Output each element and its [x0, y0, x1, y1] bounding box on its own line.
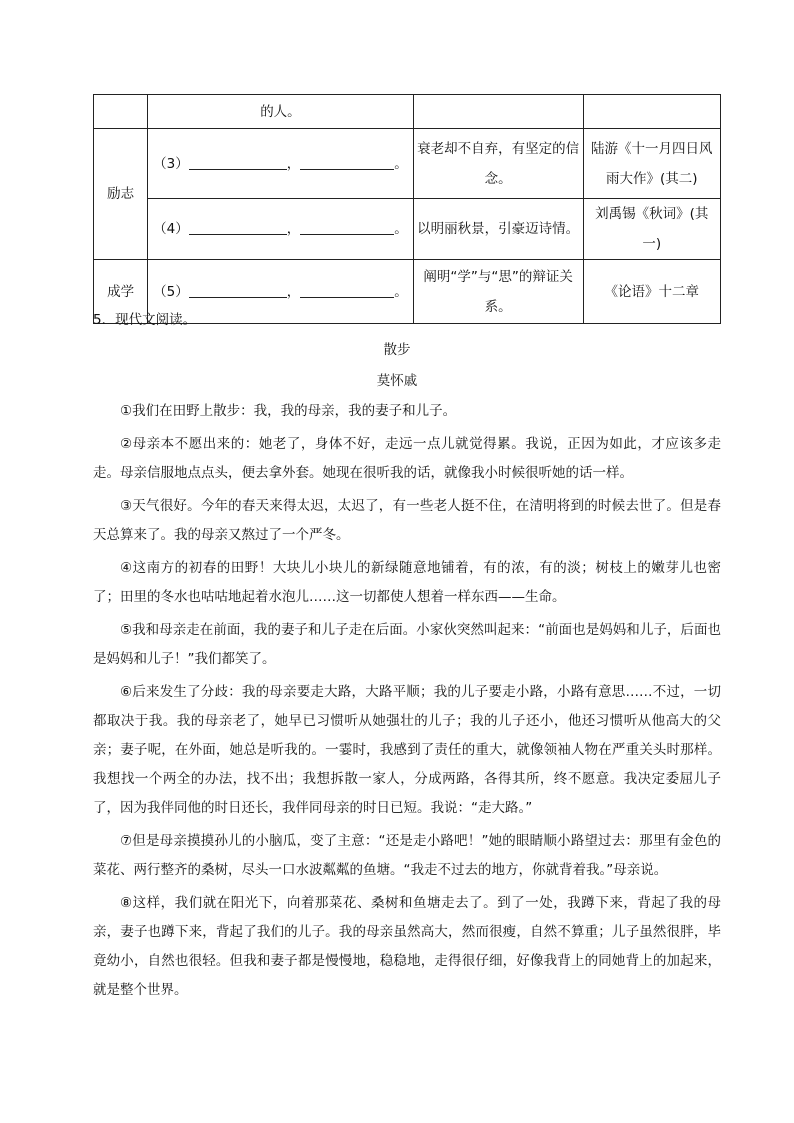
period: 。 — [394, 221, 408, 237]
meaning-cell: 衰老却不自弃，有坚定的信念。 — [413, 129, 583, 199]
table-row — [94, 95, 721, 129]
blank-number: （5） — [153, 283, 189, 300]
meaning-cell — [413, 95, 583, 129]
theme-cell: 励志 — [94, 129, 148, 260]
answer-blank[interactable] — [189, 153, 287, 170]
answer-blank[interactable] — [300, 281, 394, 298]
article-author: 莫怀戚 — [376, 373, 418, 389]
fill-cell: 的人。 — [148, 95, 414, 129]
period: 。 — [394, 155, 408, 172]
paragraph: ⑤我和母亲走在前面，我的妻子和儿子走在后面。小家伙突然叫起来：“前面也是妈妈和儿子，后面也是妈妈和儿子！”我们都笑了。 — [93, 622, 721, 667]
fill-blank-cell — [148, 129, 414, 199]
meaning-cell: 以明丽秋景，引豪迈诗情。 — [413, 199, 583, 260]
blank-number: （3） — [153, 155, 189, 172]
period: 。 — [394, 283, 408, 300]
source-cell: 陆游《十一月四日风雨大作》(其二) — [583, 129, 721, 199]
paragraph: ③天气很好。今年的春天来得太迟，太迟了，有一些老人挺不住，在清明将到的时候去世了。但是春天总算来了。我的母亲又熬过了一个严冬。 — [93, 498, 721, 543]
paragraph: ⑧这样，我们就在阳光下，向着那菜花、桑树和鱼塘走去了。到了一处，我蹲下来，背起了我的母亲，妻子也蹲下来，背起了我们的儿子。我的母亲虽然高大，然而很瘦，自然不算重；儿子虽然很胖，毕竟幼小，自然也很轻。但我和妻子都是慢慢地，稳稳地，走得很仔细，好像我背上的同她背上的加起来，就是整个世界。 — [93, 895, 721, 998]
source-cell: 《论语》十二章 — [583, 260, 721, 324]
poem-table — [93, 94, 721, 324]
answer-blank[interactable] — [189, 218, 287, 235]
theme-cell: 成学 — [94, 260, 148, 324]
answer-blank[interactable] — [300, 218, 394, 235]
paragraph: ④这南方的初春的田野！大块儿小块儿的新绿随意地铺着，有的浓，有的淡；树枝上的嫩芽儿也密了；田里的冬水也咕咕地起着水泡儿……这一切都使人想着一样东西——生命。 — [93, 560, 721, 605]
source-cell: 刘禹锡《秋词》(其一) — [583, 199, 721, 260]
comma: ， — [286, 221, 301, 237]
fill-blank-cell — [148, 199, 414, 260]
paragraph: ①我们在田野上散步：我，我的母亲，我的妻子和儿子。 — [120, 403, 457, 419]
paragraph: ⑦但是母亲摸摸孙儿的小脑瓜，变了主意：“还是走小路吧！”她的眼睛顺小路望过去：那里有金色的菜花、两行整齐的桑树，尽头一口水波粼粼的鱼塘。“我走不过去的地方，你就背着我。”母亲说。 — [93, 833, 721, 878]
table-row — [94, 199, 721, 260]
paragraph: ②母亲本不愿出来的：她老了，身体不好，走远一点儿就觉得累。我说，正因为如此，才应该多走走。母亲信服地点点头，便去拿外套。她现在很听我的话，就像我小时候很听她的话一样。 — [93, 436, 721, 481]
comma: ， — [286, 155, 301, 172]
article-title: 散步 — [383, 342, 411, 358]
meaning-cell: 阐明“学”与“思”的辩证关系。 — [413, 260, 583, 324]
theme-cell — [94, 95, 148, 129]
source-cell — [583, 95, 721, 129]
answer-blank[interactable] — [300, 153, 394, 170]
question-heading: 5．现代文阅读。 — [93, 312, 197, 328]
answer-blank[interactable] — [189, 281, 287, 298]
article-body — [93, 397, 721, 1009]
paragraph: ⑥后来发生了分歧：我的母亲要走大路，大路平顺；我的儿子要走小路，小路有意思……不过，一切都取决于我。我的母亲老了，她早已习惯听从她强壮的儿子；我的儿子还小，他还习惯听从他高大的父亲；妻子呢，在外面，她总是听我的。一霎时，我感到了责任的重大，就像领袖人物在严重关头时那样。我想找一个两全的办法，找不出；我想拆散一家人，分成两路，各得其所，终不愿意。我决定委屈儿子了，因为我伴同他的时日还长，我伴同母亲的时日已短。我说：“走大路。” — [93, 684, 721, 816]
table-row — [94, 129, 721, 199]
blank-number: （4） — [153, 221, 189, 237]
comma: ， — [286, 283, 301, 300]
